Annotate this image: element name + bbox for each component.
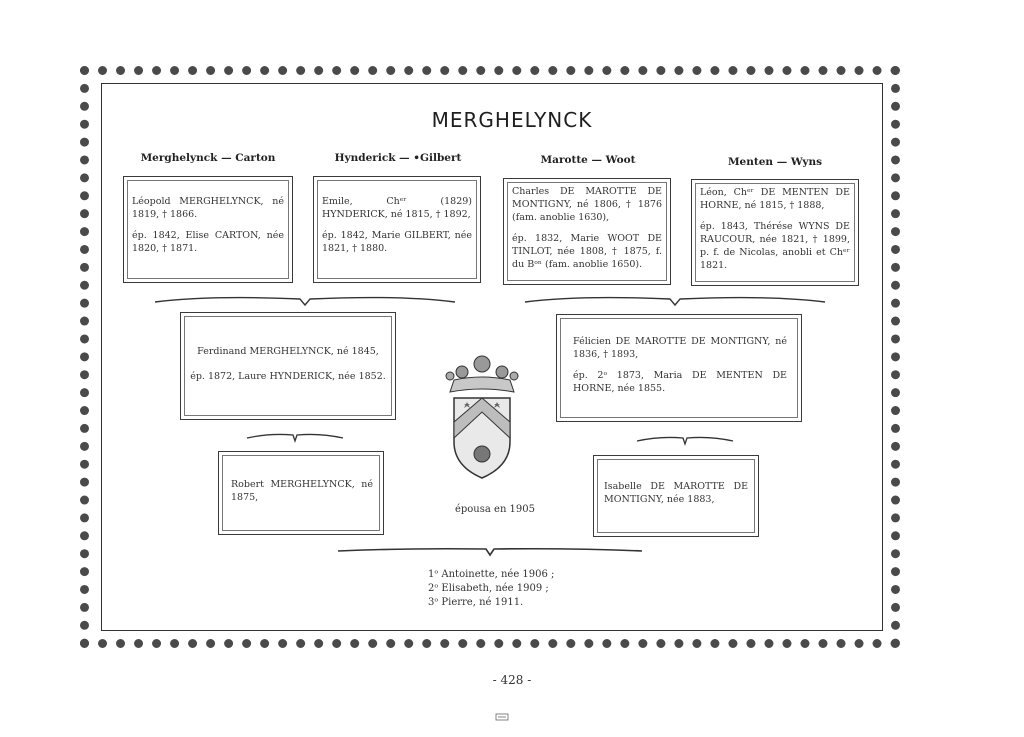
child-entry: 2ᵒ Elisabeth, née 1909 ;	[428, 583, 549, 594]
marriage-entry: ép. 1872, Laure HYNDERICK, née 1852.	[190, 371, 386, 382]
child-entry: 1ᵒ Antoinette, née 1906 ;	[428, 569, 555, 580]
marriage-entry: ép. 1842, Marie GILBERT, née 1821, † 1880.	[322, 230, 472, 254]
union-box	[556, 314, 802, 422]
lineage-bracket-right-2	[635, 433, 735, 447]
family-heading: Hynderick — •Gilbert	[334, 152, 462, 164]
lineage-bracket-right	[520, 293, 830, 309]
person-box	[218, 451, 384, 535]
person-entry: Léon, Chᵉʳ DE MENTEN DE HORNE, né 1815, † 1888,	[700, 187, 850, 211]
family-box	[123, 176, 293, 283]
lineage-bracket-left-2	[245, 430, 345, 444]
marriage-entry: ép. 2ᵒ 1873, Maria DE MENTEN DE HORNE, née 1855.	[573, 370, 787, 394]
marriage-note: épousa en 1905	[454, 504, 536, 515]
page-number: - 428 -	[492, 673, 532, 687]
person-entry: Léopold MERGHELYNCK, né 1819, † 1866.	[132, 196, 284, 220]
person-entry: Emile, Chᵉʳ (1829) HYNDERICK, né 1815, † 1892,	[322, 196, 472, 220]
person-entry: Isabelle DE MAROTTE DE MONTIGNY, née 1883,	[604, 481, 748, 505]
family-box	[503, 178, 671, 285]
coat-of-arms	[440, 342, 524, 484]
person-entry: Félicien DE MAROTTE DE MONTIGNY, né 1836, † 1893,	[573, 336, 787, 360]
person-entry: Ferdinand MERGHELYNCK, né 1845,	[197, 346, 379, 357]
lineage-bracket-left	[150, 293, 460, 309]
person-box	[593, 455, 759, 537]
child-entry: 3ᵒ Pierre, né 1911.	[428, 597, 524, 608]
family-heading: Merghelynck — Carton	[140, 152, 276, 164]
family-box	[691, 179, 859, 286]
marriage-entry: ép. 1842, Elise CARTON, née 1820, † 1871.	[132, 230, 284, 254]
children-bracket	[336, 544, 644, 558]
person-entry: Charles DE MAROTTE DE MONTIGNY, né 1806, † 1876 (fam. anoblie 1630),	[512, 186, 662, 223]
marriage-entry: ép. 1843, Thérése WYNS DE RAUCOUR, née 1821, † 1899, p. f. de Nicolas, anobli et Chᵉʳ 1821.	[700, 221, 850, 271]
marriage-entry: ép. 1832, Marie WOOT DE TINLOT, née 1808, † 1875, f. du Bᵒⁿ (fam. anoblie 1650).	[512, 233, 662, 270]
children-list	[428, 568, 554, 610]
person-entry: Robert MERGHELYNCK, né 1875,	[231, 479, 373, 503]
union-box	[180, 312, 396, 420]
page-title: MERGHELYNCK	[431, 108, 593, 132]
printer-mark-icon	[495, 713, 509, 721]
family-heading: Menten — Wyns	[727, 156, 823, 168]
family-heading: Marotte — Woot	[540, 154, 636, 166]
family-box	[313, 176, 481, 283]
